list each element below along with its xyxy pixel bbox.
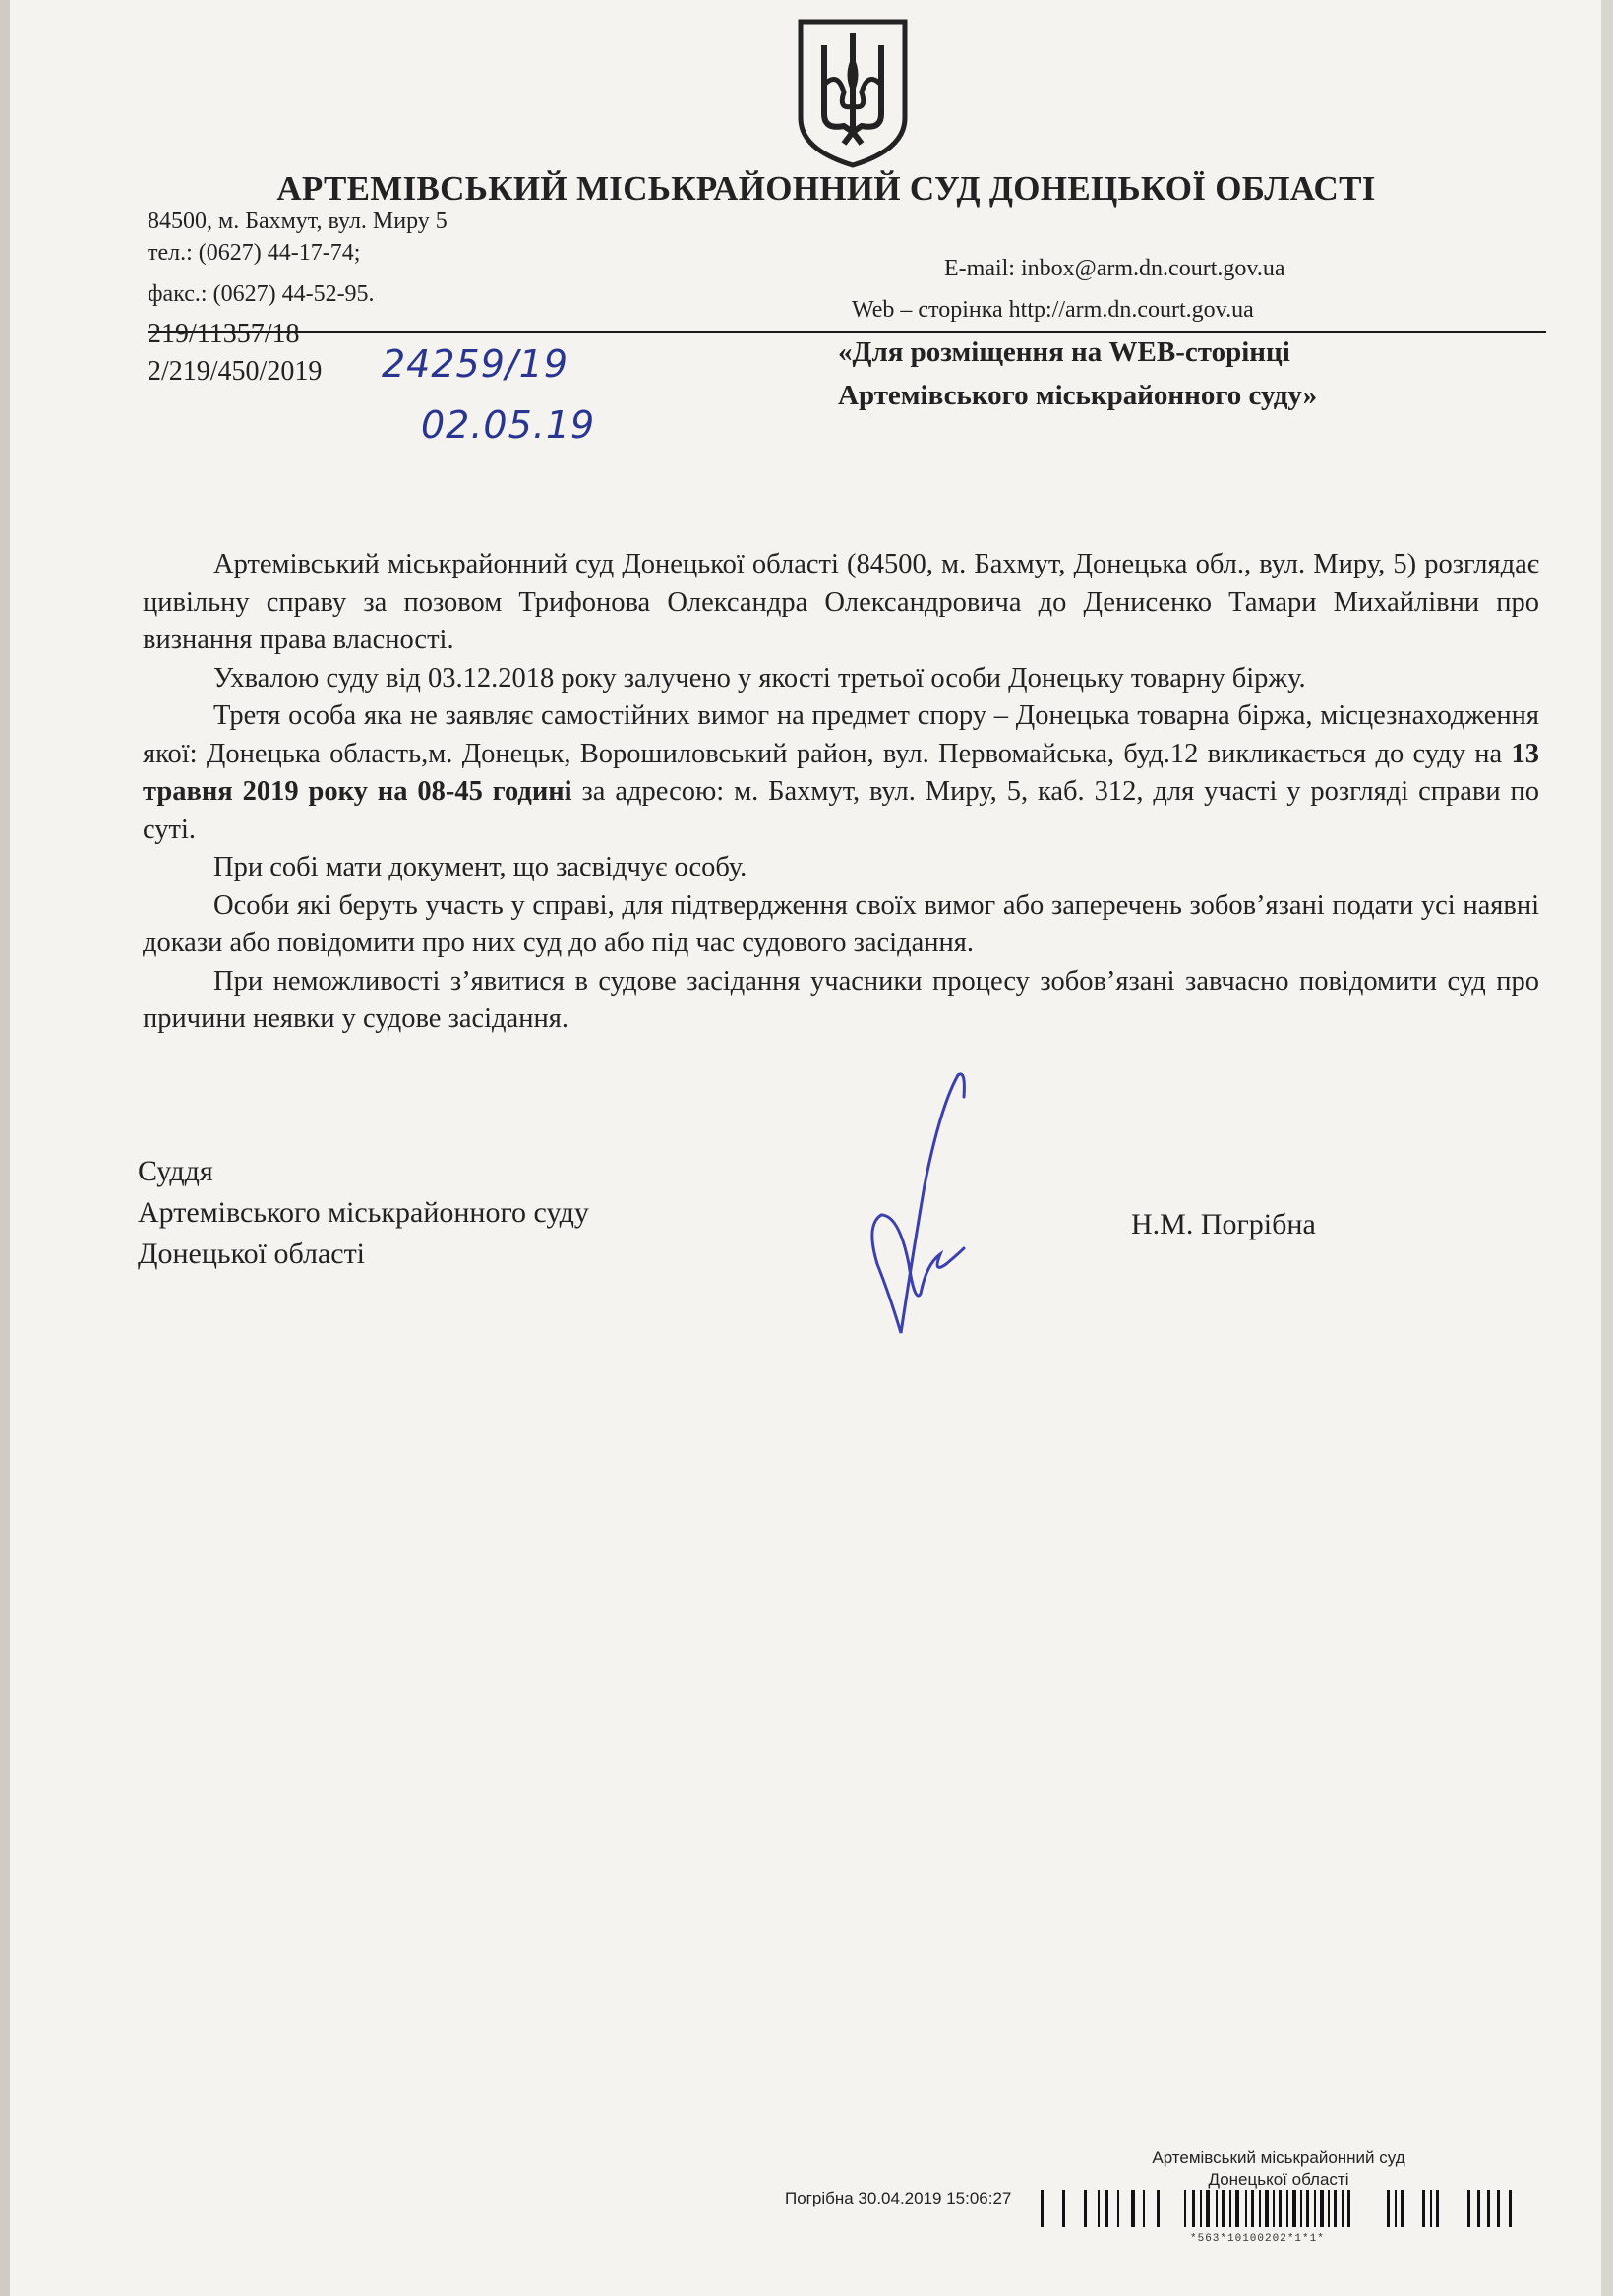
- paragraph-evidence: Особи які беруть участь у справі, для підтвердження своїх вимог або заперечень зобов’язані подати усі наявні докази або повідомити про них суд до або під час судового засідання.: [143, 889, 1539, 958]
- court-email: E-mail: inbox@arm.dn.court.gov.ua: [944, 256, 1285, 281]
- paragraph-absence-notice: При неможливості з’явитися в судове засідання учасники процесу зобов’язані завчасно повідомити суд про причини неявки у судове засідання.: [143, 965, 1539, 1034]
- web-note-line-2: Артемівського міськрайонного суду»: [838, 380, 1318, 411]
- judge-name: Н.М. Погрібна: [1131, 1208, 1316, 1240]
- paragraph-identity-document: При собі мати документ, що засвідчує особу.: [213, 852, 747, 882]
- electronic-stamp-court: [1102, 2147, 1456, 2191]
- page-edge-right: [1601, 0, 1613, 2296]
- web-publication-note: [838, 331, 1317, 417]
- barcode-number: *563*10100202*1*1*: [1190, 2233, 1325, 2245]
- court-phone: тел.: (0627) 44-17-74;: [148, 240, 361, 266]
- summons-text-start: Третя особа яка не заявляє самостійних вимог на предмет спору – Донецька товарна біржа, місцезнаходження якої: Донецька область,м. Донецьк, Ворошиловський район, вул. Первомайська, буд.12 викликається до суду на: [143, 700, 1539, 769]
- court-address: 84500, м. Бахмут, вул. Миру 5: [148, 209, 448, 234]
- hearing-date-time: 13 травня 2019 року на 08-45 годині: [143, 738, 1539, 807]
- judge-region: Донецької області: [138, 1238, 366, 1270]
- coat-of-arms-emblem: [795, 16, 911, 169]
- judge-title-block: [138, 1151, 589, 1275]
- document-barcode: [1041, 2190, 1523, 2231]
- paragraph-case-description: Артемівський міськрайонний суд Донецької області (84500, м. Бахмут, Донецька обл., вул. Миру, 5) розглядає цивільну справу за позовом Трифонова Олександра Олександровича до Денисенко Тамари Михайлівни про визнання права власності.: [143, 549, 1539, 655]
- case-number-secondary: 2/219/450/2019: [148, 356, 323, 387]
- court-name-heading: АРТЕМІВСЬКИЙ МІСЬКРАЙОННИЙ СУД ДОНЕЦЬКОЇ ОБЛАСТІ: [276, 169, 1376, 208]
- handwritten-registration-number: 24259/19: [382, 342, 569, 386]
- handwritten-registration-date: 02.05.19: [421, 403, 596, 447]
- summons-text-end: за адресою: м. Бахмут, вул. Миру, 5, каб. 312, для участі у розгляді справи по суті.: [143, 776, 1540, 845]
- case-number-primary: 219/11357/18: [148, 319, 300, 349]
- stamp-court-line-2: Донецької області: [1208, 2170, 1349, 2189]
- court-website: Web – сторінка http://arm.dn.court.gov.ua: [852, 297, 1254, 323]
- handwritten-signature: [856, 1067, 993, 1343]
- electronic-signature-info: Погрібна 30.04.2019 15:06:27: [785, 2189, 1012, 2207]
- judge-title: Суддя: [138, 1155, 213, 1187]
- notice-body: [143, 546, 1539, 1039]
- judge-court: Артемівського міськрайонного суду: [138, 1196, 589, 1229]
- paragraph-third-party-ruling: Ухвалою суду від 03.12.2018 року залучено у якості третьої особи Донецьку товарну біржу.: [213, 662, 1306, 694]
- paragraph-summons: [143, 697, 1539, 849]
- page-edge-left: [0, 0, 10, 2296]
- court-fax: факс.: (0627) 44-52-95.: [148, 281, 375, 307]
- stamp-court-line-1: Артемівський міськрайонний суд: [1152, 2148, 1405, 2167]
- web-note-line-1: «Для розміщення на WEB-сторінці: [838, 336, 1290, 368]
